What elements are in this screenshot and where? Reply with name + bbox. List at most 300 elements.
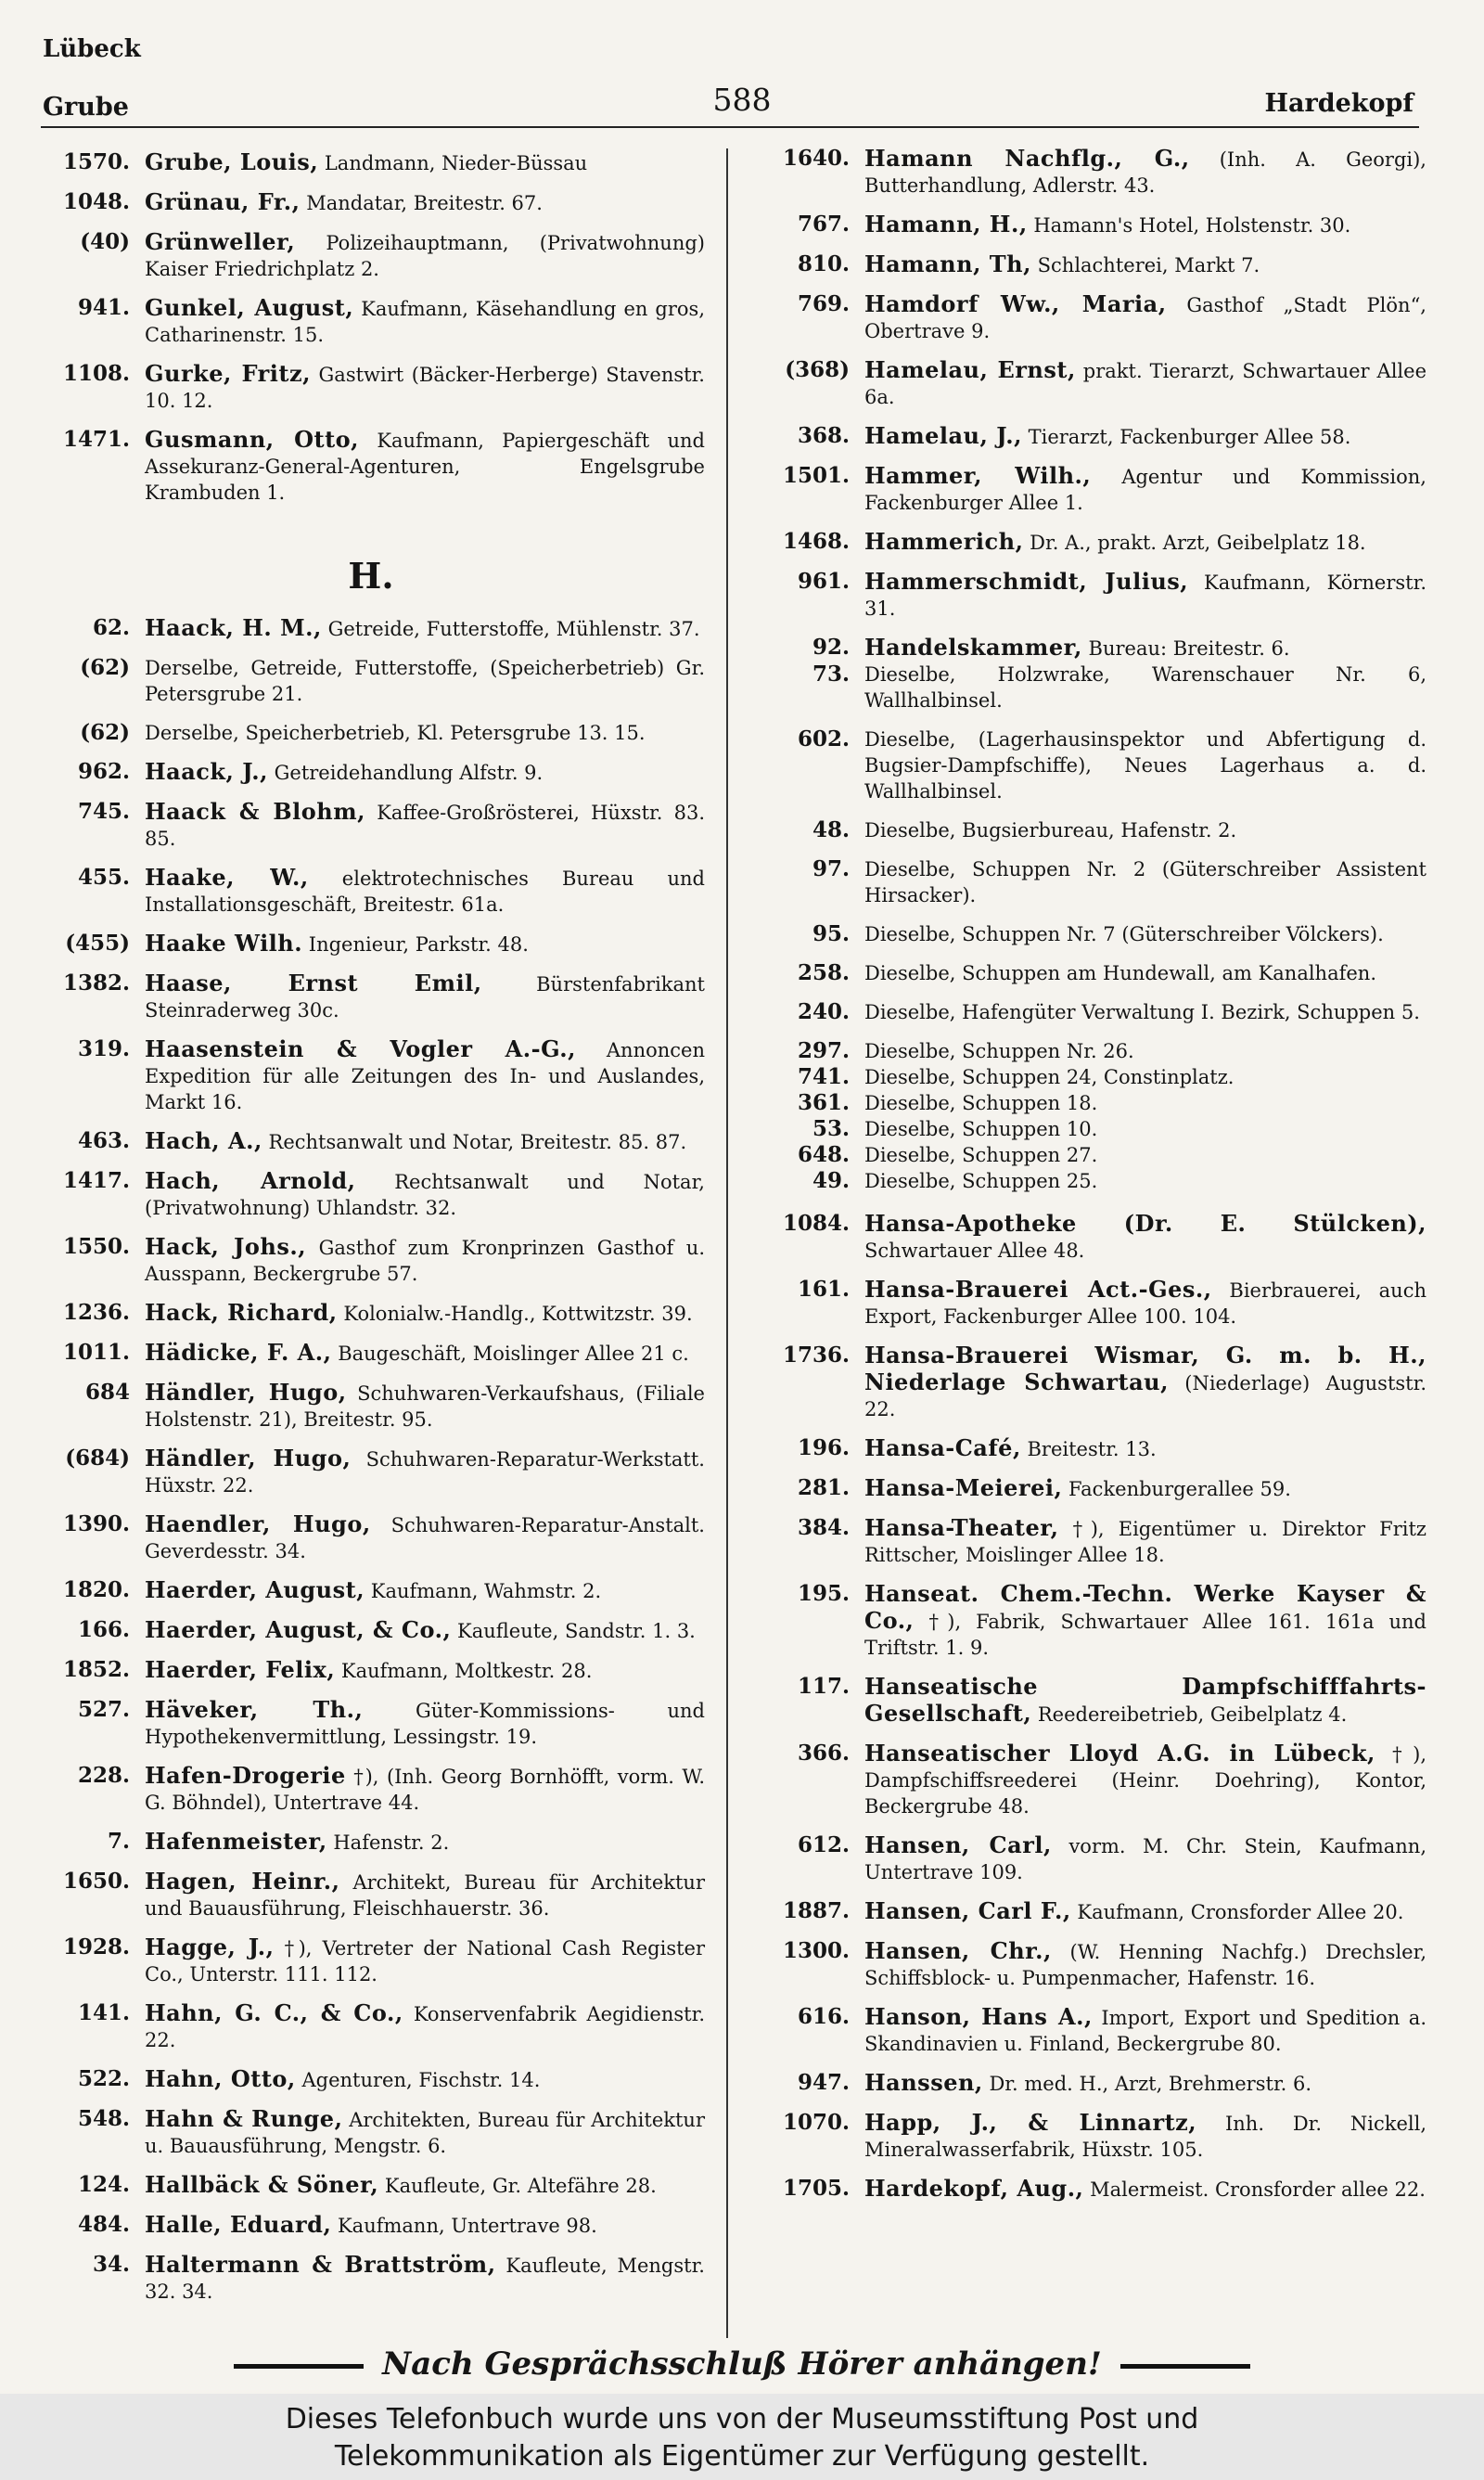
directory-entry [749, 1168, 1426, 1194]
directory-entry [37, 1446, 705, 1498]
phone-number: (62) [80, 655, 130, 680]
subscriber-details: Schuppen 24, Constinplatz. [962, 1066, 1235, 1088]
subscriber-details: †), Fabrik, Schwartauer Allee 161. 161a und Triftstr. 1. 9. [864, 1611, 1426, 1659]
phone-number: 1705. [782, 2176, 850, 2201]
subscriber-name: Händler, Hugo, [145, 1445, 352, 1471]
subscriber-name: Haltermann & Brattström, [145, 2251, 496, 2278]
subscriber-name: Handelskammer, [864, 634, 1082, 661]
directory-entry [749, 1674, 1426, 1728]
subscriber-details: †), Vertreter der National Cash Register Co., Unterstr. 111. 112. [145, 1937, 706, 1985]
subscriber-details: Annoncen Expedition für alle Zeitungen des In- und Auslandes, Markt 16. [145, 1039, 705, 1113]
subscriber-details: Agenturen, Fischstr. 14. [301, 2069, 541, 2091]
subscriber-details: Dr. med. H., Arzt, Brehmerstr. 6. [989, 2073, 1312, 2095]
subscriber-details: Schuppen 27. [962, 1144, 1098, 1166]
subscriber-name: Hach, Arnold, [145, 1167, 356, 1194]
entry-text [864, 212, 1426, 238]
phone-number: 1736. [782, 1343, 850, 1368]
phone-number: 1468. [782, 529, 850, 554]
entry-text [145, 295, 705, 348]
phone-number: 810. [797, 251, 850, 276]
subscriber-details: Schuppen 10. [962, 1118, 1098, 1140]
phone-number: 961. [797, 569, 850, 594]
phone-number: 548. [77, 2106, 130, 2131]
subscriber-details: Kaufmann, Papiergeschäft und Assekuranz-General-Agenturen, Engelsgrube Krambuden 1. [145, 430, 705, 504]
subscriber-name: Hansa-Meierei, [864, 1474, 1063, 1501]
phone-number: 1650. [62, 1869, 130, 1894]
phone-number: 34. [92, 2252, 130, 2277]
entry-text [145, 1657, 705, 1684]
subscriber-name: Dieselbe, [864, 728, 956, 751]
phone-number: 92. [812, 635, 850, 660]
directory-entry [37, 1036, 705, 1115]
city-header: Lübeck [43, 35, 141, 63]
phone-number: 522. [77, 2066, 130, 2091]
directory-entry [37, 1340, 705, 1367]
subscriber-details: Kaufleute, Mengstr. 32. 34. [145, 2255, 705, 2303]
entry-text [145, 2106, 705, 2159]
subscriber-details: Getreide, Futterstoffe, (Speicherbetrieb) Gr. Petersgrube 21. [145, 657, 705, 705]
subscriber-name: Haerder, August, [145, 1576, 365, 1603]
entry-text [864, 921, 1426, 947]
entry-text [145, 1234, 705, 1287]
directory-entry [749, 2004, 1426, 2057]
entry-text [145, 361, 705, 414]
entry-text [145, 1128, 705, 1155]
subscriber-details: Schwartauer Allee 48. [864, 1240, 1085, 1262]
directory-entry [749, 2176, 1426, 2203]
subscriber-details: Mandatar, Breitestr. 67. [306, 192, 543, 214]
subscriber-name: Grünau, Fr., [145, 188, 301, 215]
phone-number: 769. [797, 291, 850, 316]
phone-number: 1300. [782, 1938, 850, 1963]
header-rule [41, 126, 1419, 128]
phone-number: 767. [797, 212, 850, 237]
subscriber-name: Hädicke, F. A., [145, 1339, 332, 1366]
entry-text [864, 726, 1426, 804]
directory-entry [749, 1435, 1426, 1462]
subscriber-name: Dieselbe, [864, 819, 956, 842]
entry-text [864, 662, 1426, 713]
subscriber-details: Schuppen 25. [962, 1170, 1098, 1192]
subscriber-name: Haack & Blohm, [145, 798, 366, 825]
directory-entry [749, 146, 1426, 199]
directory-entry [37, 2252, 705, 2305]
entry-text [145, 1763, 705, 1816]
entry-text [145, 189, 705, 216]
banner-line-2: Telekommunikation als Eigentümer zur Verfügung gestellt. [334, 2440, 1150, 2473]
phone-number: 463. [77, 1128, 130, 1153]
subscriber-details: Kaffee-Großrösterei, Hüxstr. 83. 85. [145, 802, 705, 850]
directory-entry [749, 1090, 1426, 1116]
entry-text [145, 2212, 705, 2239]
entry-text [864, 1277, 1426, 1330]
subscriber-name: Dieselbe, [864, 1092, 956, 1114]
subscriber-name: Hagge, J., [145, 1934, 275, 1960]
directory-entry [749, 2110, 1426, 2163]
subscriber-name: Hansa-Theater, [864, 1514, 1059, 1541]
subscriber-name: Hansen, Chr., [864, 1937, 1052, 1964]
phone-number: 53. [812, 1116, 850, 1141]
directory-entry [37, 1511, 705, 1564]
phone-number: 196. [797, 1435, 850, 1460]
subscriber-details: Bürstenfabrikant Steinraderweg 30c. [145, 973, 705, 1022]
phone-number: 1852. [62, 1657, 130, 1682]
entry-text [145, 427, 705, 506]
phone-number: 73. [812, 662, 850, 687]
subscriber-name: Haendler, Hugo, [145, 1510, 371, 1537]
directory-entry [749, 1064, 1426, 1090]
entry-text [864, 251, 1426, 278]
entry-text [864, 569, 1426, 622]
phone-number: 1887. [782, 1898, 850, 1923]
subscriber-name: Hahn, Otto, [145, 2065, 296, 2092]
entry-text [145, 1511, 705, 1564]
phone-number: 1471. [62, 427, 130, 452]
subscriber-name: Haerder, August, & Co., [145, 1616, 452, 1643]
entry-text [145, 720, 705, 746]
subscriber-name: Hansa-Café, [864, 1434, 1021, 1461]
directory-entry [749, 921, 1426, 947]
entry-text [864, 1343, 1426, 1422]
subscriber-details: Gastwirt (Bäcker-Herberge) Stavenstr. 10. 12. [145, 364, 705, 412]
phone-number: 941. [77, 295, 130, 320]
directory-entry [37, 655, 705, 707]
subscriber-details: Gasthof „Stadt Plön“, Obertrave 9. [864, 294, 1426, 342]
directory-entry [749, 1515, 1426, 1568]
directory-entry [37, 1869, 705, 1921]
subscriber-name: Hallbäck & Söner, [145, 2171, 379, 2198]
entry-text [145, 799, 705, 852]
entry-text [864, 1142, 1426, 1168]
phone-number: 166. [77, 1617, 130, 1642]
entry-text [145, 229, 705, 282]
phone-number: 49. [812, 1168, 850, 1193]
directory-entry [749, 357, 1426, 410]
phone-number: 616. [797, 2004, 850, 2029]
subscriber-details: Güter-Kommissions- und Hypothekenvermittlung, Lessingstr. 19. [145, 1700, 705, 1748]
phone-number: 384. [797, 1515, 850, 1540]
subscriber-name: Hansa-Apotheke (Dr. E. Stülcken), [864, 1210, 1426, 1237]
subscriber-details: Konservenfabrik Aegidienstr. 22. [145, 2003, 705, 2051]
subscriber-name: Gurke, Fritz, [145, 360, 311, 387]
entry-text [864, 1741, 1426, 1819]
directory-entry [749, 1475, 1426, 1502]
directory-entry [37, 1617, 705, 1644]
entry-text [864, 1211, 1426, 1264]
directory-entry [749, 2070, 1426, 2097]
phone-number: 947. [797, 2070, 850, 2095]
subscriber-name: Hach, A., [145, 1127, 262, 1154]
entry-text [864, 423, 1426, 450]
directory-entry [749, 960, 1426, 986]
entry-text [145, 2172, 705, 2199]
phone-number: 1820. [62, 1577, 130, 1602]
subscriber-details: Rechtsanwalt und Notar, Breitestr. 85. 87. [268, 1131, 687, 1153]
directory-entry [37, 2172, 705, 2199]
phone-number: 1048. [62, 189, 130, 214]
directory-entry [37, 1380, 705, 1433]
entry-text [864, 1581, 1426, 1661]
directory-entry [749, 212, 1426, 238]
subscriber-details: Kaufmann, Käsehandlung en gros, Catharinenstr. 15. [145, 298, 706, 346]
subscriber-details: Kaufmann, Cronsforder Allee 20. [1077, 1901, 1404, 1923]
directory-entry [37, 759, 705, 786]
directory-entry [37, 1934, 705, 1987]
entry-text [864, 529, 1426, 556]
entry-text [864, 1064, 1426, 1090]
directory-entry [749, 1741, 1426, 1819]
phone-number: 1382. [62, 970, 130, 996]
directory-entry [749, 251, 1426, 278]
entry-text [864, 291, 1426, 344]
phone-number: 684 [84, 1380, 130, 1405]
entry-text [145, 931, 705, 957]
running-head-right: Hardekopf [1264, 89, 1414, 118]
subscriber-details: Bierbrauerei, auch Export, Fackenburger Allee 100. 104. [864, 1279, 1426, 1328]
subscriber-name: Hanson, Hans A., [864, 2003, 1093, 2030]
entry-text [864, 817, 1426, 843]
subscriber-name: Haack, H. M., [145, 614, 322, 641]
entry-text [864, 1168, 1426, 1194]
subscriber-details: elektrotechnisches Bureau und Installationsgeschäft, Breitestr. 61a. [145, 867, 705, 916]
subscriber-name: Dieselbe, [864, 663, 956, 686]
subscriber-name: Hahn & Runge, [145, 2105, 343, 2132]
entry-text [145, 1168, 705, 1221]
directory-entry [749, 856, 1426, 908]
subscriber-details: Import, Export und Spedition a. Skandinavien u. Finland, Beckergrube 80. [864, 2007, 1426, 2055]
subscriber-details: Schuhwaren-Verkaufshaus, (Filiale Holstenstr. 21), Breitestr. 95. [145, 1382, 705, 1431]
phone-number: 745. [77, 799, 130, 824]
subscriber-details: (Lagerhausinspektor und Abfertigung d. Bugsier-Dampfschiffe), Neues Lagerhaus a. d. Wallhalbinsel. [864, 728, 1426, 803]
subscriber-name: Häveker, Th., [145, 1696, 364, 1723]
subscriber-details: Architekten, Bureau für Architektur u. Bauausführung, Mengstr. 6. [145, 2109, 705, 2157]
directory-entry [37, 1763, 705, 1816]
entry-text [145, 2252, 705, 2305]
entry-text [864, 1832, 1426, 1885]
subscriber-details: Schuhwaren-Reparatur-Anstalt. Geverdesstr. 34. [145, 1514, 705, 1562]
phone-number: 319. [77, 1036, 130, 1061]
running-head-left: Grube [43, 93, 129, 122]
entry-text [864, 856, 1426, 908]
entry-text [864, 463, 1426, 516]
phone-number: 1570. [62, 149, 130, 174]
directory-entry [749, 1581, 1426, 1661]
subscriber-name: Grünweller, [145, 228, 296, 255]
directory-entry [37, 427, 705, 506]
directory-entry [37, 2212, 705, 2239]
entry-text [145, 1446, 705, 1498]
subscriber-name: Dieselbe, [864, 923, 956, 945]
subscriber-details: Bugsierbureau, Hafenstr. 2. [962, 819, 1237, 842]
subscriber-details: Reedereibetrieb, Geibelplatz 4. [1037, 1703, 1348, 1726]
directory-entry [37, 1128, 705, 1155]
subscriber-details: Agentur und Kommission, Fackenburger Allee 1. [864, 466, 1426, 514]
subscriber-details: Breitestr. 13. [1027, 1438, 1157, 1460]
directory-entry [749, 726, 1426, 804]
subscriber-name: Händler, Hugo, [145, 1379, 347, 1406]
directory-entry [37, 970, 705, 1023]
entry-text [145, 865, 705, 918]
entry-text [145, 1300, 705, 1327]
phone-number: 240. [797, 999, 850, 1024]
directory-entry [37, 1300, 705, 1327]
entry-text [145, 1577, 705, 1604]
subscriber-details: Speicherbetrieb, Kl. Petersgrube 13. 15. [245, 722, 646, 744]
subscriber-name: Dieselbe, [864, 1118, 956, 1140]
phone-number: 1390. [62, 1511, 130, 1536]
subscriber-name: Hanssen, [864, 2069, 983, 2096]
subscriber-name: Hansen, Carl, [864, 1831, 1052, 1858]
entry-text [864, 1898, 1426, 1925]
phone-number: 1640. [782, 146, 850, 171]
subscriber-details: Schuppen Nr. 2 (Güterschreiber Assistent Hirsacker). [864, 858, 1426, 906]
entry-text [864, 2070, 1426, 2097]
footer-notice-text: Nach Gesprächsschluß Hörer anhängen! [382, 2345, 1102, 2383]
entry-text [145, 759, 705, 786]
subscriber-details: vorm. M. Chr. Stein, Kaufmann, Untertrave 109. [864, 1835, 1426, 1883]
subscriber-details: (Niederlage) Auguststr. 22. [864, 1372, 1426, 1420]
subscriber-details: Schuppen am Hundewall, am Kanalhafen. [962, 962, 1376, 984]
phone-number: 602. [797, 726, 850, 752]
subscriber-details: Rechtsanwalt und Notar, (Privatwohnung) Uhlandstr. 32. [145, 1171, 705, 1219]
entry-text [864, 1938, 1426, 1991]
subscriber-details: Hafengüter Verwaltung I. Bezirk, Schuppen 5. [962, 1001, 1420, 1023]
entry-text [864, 357, 1426, 410]
phone-number: 95. [812, 921, 850, 946]
phone-number: (455) [65, 931, 130, 956]
subscriber-name: Haack, J., [145, 758, 268, 785]
section-heading: H. [348, 555, 394, 597]
footer-rule-right [1120, 2364, 1250, 2369]
subscriber-details: Fackenburgerallee 59. [1068, 1478, 1291, 1500]
directory-entry [37, 189, 705, 216]
subscriber-name: Haake, W., [145, 864, 309, 891]
phone-number: 258. [797, 960, 850, 985]
entry-text [864, 1090, 1426, 1116]
subscriber-name: Derselbe, [145, 722, 239, 744]
subscriber-details: Gasthof zum Kronprinzen Gasthof u. Ausspann, Beckergrube 57. [145, 1237, 705, 1285]
subscriber-name: Halle, Eduard, [145, 2211, 332, 2238]
subscriber-name: Hack, Johs., [145, 1233, 307, 1260]
phone-number: 1011. [62, 1340, 130, 1365]
directory-entry [749, 463, 1426, 516]
subscriber-details: †), Eigentümer u. Direktor Fritz Rittscher, Moislinger Allee 18. [864, 1518, 1426, 1566]
phone-number: 195. [797, 1581, 850, 1606]
subscriber-name: Hamdorf Ww., Maria, [864, 290, 1167, 317]
subscriber-details: Getreidehandlung Alfstr. 9. [274, 762, 544, 784]
directory-entry [749, 662, 1426, 713]
phone-number: 48. [812, 817, 850, 842]
entry-text [145, 1829, 705, 1856]
ownership-banner [0, 2394, 1484, 2480]
subscriber-details: Getreide, Futterstoffe, Mühlenstr. 37. [327, 618, 700, 640]
left-column [37, 144, 705, 2305]
subscriber-details: Kaufleute, Gr. Altefähre 28. [384, 2175, 657, 2197]
subscriber-name: Haase, Ernst Emil, [145, 970, 482, 996]
subscriber-details: Schuppen 18. [962, 1092, 1098, 1114]
phone-number: 62. [92, 615, 130, 640]
subscriber-name: Dieselbe, [864, 1066, 956, 1088]
entry-text [864, 1475, 1426, 1502]
subscriber-name: Hamann Nachflg., G., [864, 145, 1190, 172]
entry-text [145, 1340, 705, 1367]
subscriber-name: Haasenstein & Vogler A.-G., [145, 1035, 576, 1062]
subscriber-name: Hansen, Carl F., [864, 1897, 1071, 1924]
entry-text [145, 1697, 705, 1750]
entry-text [864, 999, 1426, 1025]
entry-text [864, 2110, 1426, 2163]
phone-number: 361. [797, 1090, 850, 1115]
directory-entry [37, 1168, 705, 1221]
subscriber-details: Schuppen Nr. 7 (Güterschreiber Völckers). [962, 923, 1384, 945]
phone-number: 141. [77, 2000, 130, 2025]
entry-text [864, 635, 1426, 662]
phone-number: 117. [797, 1674, 850, 1699]
directory-entry [749, 1038, 1426, 1064]
phone-number: 366. [797, 1741, 850, 1766]
subscriber-details: Ingenieur, Parkstr. 48. [308, 933, 529, 956]
subscriber-details: (W. Henning Nachfg.) Drechsler, Schiffsblock- u. Pumpenmacher, Hafenstr. 16. [864, 1941, 1426, 1989]
subscriber-details: Landmann, Nieder-Büssau [324, 152, 588, 174]
phone-number: 97. [812, 856, 850, 881]
directory-entry [749, 999, 1426, 1025]
directory-entry [37, 295, 705, 348]
entry-text [145, 1869, 705, 1921]
entry-text [864, 2004, 1426, 2057]
directory-entry [37, 931, 705, 957]
right-column [749, 144, 1426, 2203]
phone-number: 7. [107, 1829, 130, 1854]
phone-number: 1417. [62, 1168, 130, 1193]
directory-entry [37, 229, 705, 282]
subscriber-name: Hammerschmidt, Julius, [864, 568, 1189, 595]
phone-number: 1236. [62, 1300, 130, 1325]
phone-number: 455. [77, 865, 130, 890]
subscriber-name: Grube, Louis, [145, 148, 319, 175]
subscriber-name: Gunkel, August, [145, 294, 354, 321]
subscriber-details: Schlachterei, Markt 7. [1037, 254, 1260, 276]
entry-text [864, 1038, 1426, 1064]
subscriber-name: Happ, J., & Linnartz, [864, 2109, 1197, 2136]
directory-entry [749, 1116, 1426, 1142]
entry-text [145, 1934, 705, 1987]
subscriber-name: Dieselbe, [864, 1144, 956, 1166]
subscriber-details: Schuhwaren-Reparatur-Werkstatt. Hüxstr. 22. [145, 1448, 705, 1497]
phone-number: 612. [797, 1832, 850, 1857]
phone-number: 1108. [62, 361, 130, 386]
subscriber-details: Architekt, Bureau für Architektur und Bauausführung, Fleischhauerstr. 36. [145, 1871, 705, 1920]
phone-number: 527. [77, 1697, 130, 1722]
entry-text [145, 1380, 705, 1433]
subscriber-details: Kaufmann, Moltkestr. 28. [340, 1660, 593, 1682]
phone-number: 1550. [62, 1234, 130, 1259]
entry-text [145, 1036, 705, 1115]
directory-entry [749, 1343, 1426, 1422]
page-number: 588 [712, 82, 772, 118]
subscriber-details: †), (Inh. Georg Bornhöfft, vorm. W. G. Böhndel), Untertrave 44. [145, 1766, 705, 1814]
subscriber-name: Hamelau, Ernst, [864, 356, 1076, 383]
entry-text [145, 655, 705, 707]
subscriber-details: Kaufmann, Körnerstr. 31. [864, 572, 1426, 620]
banner-line-1: Dieses Telefonbuch wurde uns von der Museumsstiftung Post und [285, 2403, 1199, 2435]
directory-entry [749, 1832, 1426, 1885]
subscriber-name: Hansa-Brauerei Wismar, G. m. b. H., Niederlage Schwartau, [864, 1342, 1426, 1395]
subscriber-name: Hanseatischer Lloyd A.G. in Lübeck, [864, 1740, 1375, 1767]
entry-text [864, 1674, 1426, 1728]
entry-text [864, 1435, 1426, 1462]
directory-entry [37, 2106, 705, 2159]
phone-number: 228. [77, 1763, 130, 1788]
